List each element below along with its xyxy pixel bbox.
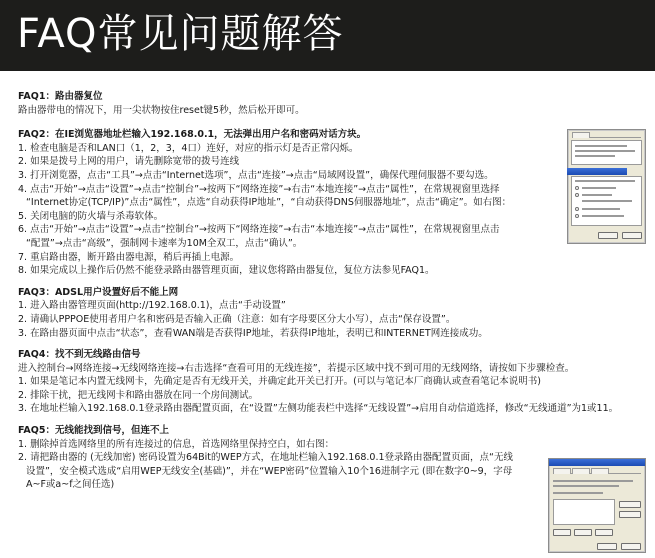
faq4-title: FAQ4：找不到无线路由信号 bbox=[18, 349, 141, 361]
faq2-section bbox=[18, 128, 550, 278]
remove-button bbox=[574, 529, 592, 536]
dialog-tabs bbox=[572, 132, 641, 138]
dialog-pane bbox=[571, 140, 642, 165]
inner-dialog-pane bbox=[571, 176, 642, 226]
faq1-title: FAQ1：路由器复位 bbox=[18, 91, 103, 102]
faq4-section bbox=[18, 348, 648, 416]
ok-button bbox=[597, 543, 617, 550]
faq5-line: 设置”，安全模式选成“启用WEP无线安全(基础)”，并在“WEP密码”位置输入10个16进制字元 (即在数字0~9，字母 bbox=[26, 465, 513, 477]
add-button bbox=[553, 529, 571, 536]
dialog-titlebar bbox=[549, 459, 645, 466]
radio-icon bbox=[575, 186, 579, 190]
radio-icon bbox=[575, 214, 579, 218]
dialog-tab bbox=[553, 468, 571, 474]
faq2-line: “Internet协定(TCP/IP)”点击“属性”，点选“自动获得IP地址”，“自动获得DNS伺服器地址”，点击“确定”。如右图： bbox=[26, 197, 512, 209]
preferred-networks-list bbox=[553, 499, 615, 525]
faq2-title: FAQ2：在IE浏览器地址栏输入192.168.0.1，无法弹出用户名和密码对话方块。 bbox=[18, 129, 367, 141]
faq2-line: 6. 点击“开始”→点击“设置”→点击“控制台”→按两下“网络连接”→右击“本地连接”→点击“属性”，在常规视窗里点击 bbox=[18, 224, 500, 236]
wireless-dialog-screenshot bbox=[548, 458, 646, 553]
page-header bbox=[0, 0, 655, 71]
properties-button bbox=[595, 529, 613, 536]
faq2-line: 2. 如果是拨号上网的用户，请先删除宽带的拨号连线 bbox=[18, 156, 240, 168]
faq2-line: 3. 打开浏览器，点击“工具”→点击“Internet选项”，点击“连接”→点击“局域网设置”，确保代理伺服器不要勾选。 bbox=[18, 169, 494, 181]
tcpip-dialog-screenshot bbox=[567, 129, 646, 244]
faq3-line: 3. 在路由器页面中点击“状态”，查看WAN端是否获得IP地址，若获得IP地址，表明已和INTERNET网连接成功。 bbox=[18, 327, 488, 339]
faq4-line: 1. 如果是笔记本内置无线网卡，先确定是否有无线开关，并确定此开关已打开。(可以与笔记本厂商确认或查看笔记本说明书) bbox=[18, 376, 541, 388]
faq5-title: FAQ5：无线能找到信号，但连不上 bbox=[18, 425, 169, 437]
faq4-line: 进入控制台→网络连接→无线网络连接→右击选择“查看可用的无线连接”，若提示区域中找不到可用的无线网络，请按如下步骤检查。 bbox=[18, 362, 575, 374]
inner-dialog-titlebar bbox=[567, 168, 627, 175]
dialog-tab bbox=[572, 468, 590, 474]
faq2-line: 4. 点击“开始”→点击“设置”→点击“控制台”→按两下“网络连接”→右击“本地连接”→点击“属性”，在常规视窗里选择 bbox=[18, 183, 500, 195]
dialog-tab bbox=[572, 132, 590, 138]
radio-icon bbox=[575, 193, 579, 197]
faq3-line: 1. 进入路由器管理页面(http://192.168.0.1)，点击“手动设置” bbox=[18, 300, 286, 312]
up-button bbox=[619, 501, 641, 508]
faq1-line: 路由器带电的情况下，用一尖状物按住reset键5秒，然后松开即可。 bbox=[18, 104, 305, 116]
faq2-line: 7. 重启路由器，断开路由器电源，稍后再插上电源。 bbox=[18, 251, 240, 263]
faq4-line: 2. 排除干扰，把无线网卡和路由器放在同一个房间测试。 bbox=[18, 389, 259, 401]
cancel-button bbox=[621, 543, 641, 550]
faq5-line: 1. 删除掉首选网络里的所有连接过的信息，首选网络里保持空白，如右图： bbox=[18, 438, 335, 450]
faq5-line: A~F或a~f之间任选) bbox=[26, 479, 115, 491]
faq1-section bbox=[18, 90, 648, 117]
faq3-line: 2. 请确认PPPOE使用者用户名和密码是否输入正确（注意：如有字母要区分大小写），点击“保存设置”。 bbox=[18, 313, 456, 325]
dialog-tab bbox=[591, 468, 609, 474]
ok-button bbox=[598, 232, 618, 239]
dialog-tabs bbox=[553, 468, 641, 474]
faq2-line: 1. 检查电脑是否和LAN口（1，2，3，4口）连好，对应的指示灯是否正常闪烁。 bbox=[18, 142, 359, 154]
page-title: FAQ常见问题解答 bbox=[17, 11, 344, 57]
radio-icon bbox=[575, 207, 579, 211]
down-button bbox=[619, 511, 641, 518]
faq4-line: 3. 在地址栏输入192.168.0.1登录路由器配置页面，在“设置”左侧功能表栏中选择“无线设置”→启用自动信道选择，修改“无线通道”为1或11。 bbox=[18, 403, 619, 415]
faq-content bbox=[18, 90, 648, 500]
faq5-line: 2. 请把路由器的 (无线加密) 密码设置为64Bit的WEP方式，在地址栏输入192.168.0.1登录路由器配置页面，点“无线 bbox=[18, 452, 513, 464]
cancel-button bbox=[622, 232, 642, 239]
faq3-section bbox=[18, 286, 648, 340]
faq2-line: “配置”→点击“高级”，强制网卡速率为10M全双工，点击“确认”。 bbox=[26, 237, 303, 249]
faq2-line: 5. 关闭电脑的防火墙与杀毒软体。 bbox=[18, 210, 164, 222]
faq2-line: 8. 如果完成以上操作后仍然不能登录路由器管理页面，建议您将路由器复位，复位方法参见FAQ1。 bbox=[18, 265, 435, 277]
faq3-title: FAQ3：ADSL用户设置好后不能上网 bbox=[18, 286, 179, 298]
